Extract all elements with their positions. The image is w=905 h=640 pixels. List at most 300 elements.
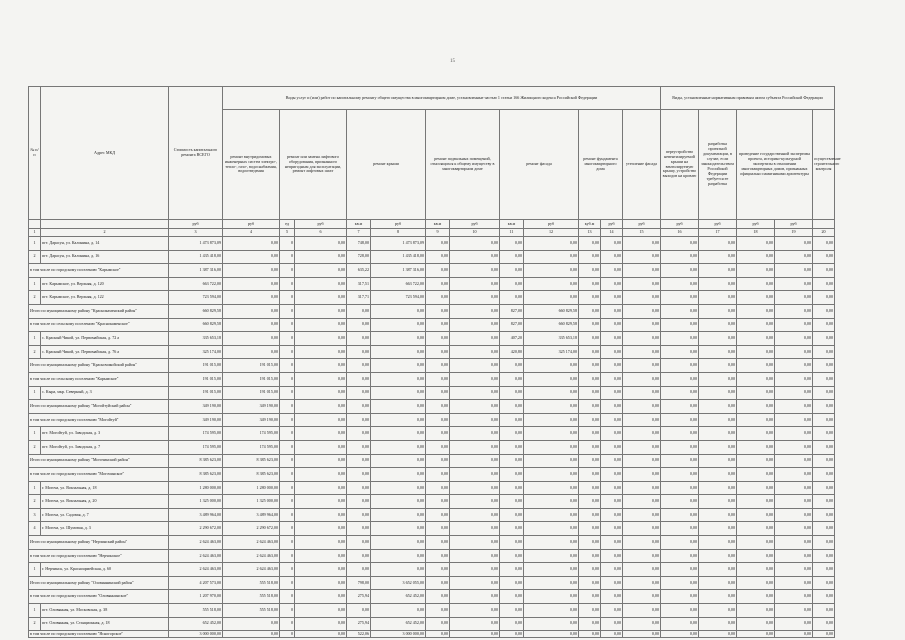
value-cell: 0,00	[661, 264, 699, 278]
value-cell: 0,00	[775, 332, 813, 346]
value-cell: 2 624 463,00	[169, 549, 223, 563]
value-cell: 827,00	[500, 318, 524, 332]
row-index: 1	[29, 481, 41, 495]
value-cell: 349 190,00	[169, 400, 223, 414]
value-cell: 0,00	[601, 237, 623, 251]
value-cell: 0,00	[524, 468, 579, 482]
value-cell: 0,00	[579, 576, 601, 590]
value-cell: 0,00	[579, 250, 601, 264]
house-address: г. Могоча, ул. Садовая, д. 7	[41, 508, 169, 522]
value-cell: 1 280 000,00	[169, 481, 223, 495]
value-cell: 0,00	[500, 440, 524, 454]
value-cell: 0,00	[813, 604, 835, 618]
value-cell: 0,00	[524, 536, 579, 550]
value-cell: 798,00	[347, 576, 371, 590]
column-number: 15	[623, 229, 661, 237]
value-cell: 0,00	[813, 304, 835, 318]
value-cell: 0,00	[737, 332, 775, 346]
value-cell: 0,00	[450, 250, 500, 264]
value-cell: 0,00	[813, 372, 835, 386]
value-cell: 0,00	[450, 590, 500, 604]
value-cell: 0	[280, 440, 295, 454]
value-cell: 660 829,58	[524, 318, 579, 332]
value-cell: 317,51	[347, 277, 371, 291]
value-cell: 555 518,00	[223, 590, 280, 604]
value-cell: 0	[280, 413, 295, 427]
value-cell: 0,00	[737, 264, 775, 278]
value-cell: 0,00	[601, 277, 623, 291]
value-cell: 0,00	[295, 277, 347, 291]
value-cell: 0,00	[450, 617, 500, 631]
value-cell: 174 595,00	[223, 427, 280, 441]
value-cell: 0,00	[295, 454, 347, 468]
value-cell: 0,00	[601, 359, 623, 373]
value-cell: 1 325 000,00	[169, 495, 223, 509]
column-number: 8	[371, 229, 426, 237]
value-cell: 0,00	[579, 604, 601, 618]
value-cell: 2 624 463,00	[169, 536, 223, 550]
value-cell: 0,00	[295, 386, 347, 400]
value-cell: 0,00	[775, 345, 813, 359]
value-cell: 0,00	[623, 536, 661, 550]
value-cell: 0,00	[426, 481, 450, 495]
value-cell: 0,00	[426, 304, 450, 318]
value-cell: 0,00	[426, 508, 450, 522]
value-cell: 0,00	[699, 277, 737, 291]
unit-cell: руб	[623, 220, 661, 229]
value-cell: 0,00	[347, 454, 371, 468]
value-cell: 0,00	[699, 631, 737, 638]
value-cell: 0,00	[699, 549, 737, 563]
value-cell: 0,00	[775, 372, 813, 386]
value-cell: 0,00	[737, 604, 775, 618]
column-number: 12	[524, 229, 579, 237]
value-cell: 0,00	[426, 291, 450, 305]
value-cell: 0,00	[661, 549, 699, 563]
value-cell: 0,00	[347, 604, 371, 618]
value-cell: 0,00	[775, 454, 813, 468]
value-cell: 0	[280, 386, 295, 400]
value-cell: 0,00	[601, 604, 623, 618]
value-cell: 652 452,00	[371, 617, 426, 631]
value-cell: 0,00	[524, 250, 579, 264]
value-cell: 663 722,00	[371, 277, 426, 291]
value-cell: 0,00	[524, 427, 579, 441]
value-cell: 0,00	[450, 264, 500, 278]
value-cell: 0,00	[524, 291, 579, 305]
value-cell: 8 385 623,00	[169, 468, 223, 482]
value-cell: 0,00	[450, 454, 500, 468]
value-cell: 0,00	[524, 359, 579, 373]
value-cell: 325 174,00	[524, 345, 579, 359]
row-index: 1	[29, 332, 41, 346]
column-number: 16	[661, 229, 699, 237]
table-row	[29, 481, 835, 495]
value-cell: 0	[280, 563, 295, 577]
header-construction-control: осуществление строительного контроля	[813, 110, 835, 220]
value-cell: 0,00	[699, 440, 737, 454]
value-cell: 0,00	[500, 250, 524, 264]
value-cell: 0,00	[500, 277, 524, 291]
value-cell: 0,00	[813, 250, 835, 264]
value-cell: 0,00	[737, 617, 775, 631]
value-cell: 3 652 055,00	[371, 576, 426, 590]
value-cell: 0,00	[579, 536, 601, 550]
value-cell: 0,00	[223, 345, 280, 359]
house-address: г. Нерчинск, ул. Красноармейская, д. 60	[41, 563, 169, 577]
document-sheet	[28, 86, 841, 638]
value-cell: 0,00	[500, 237, 524, 251]
value-cell: 0,00	[371, 332, 426, 346]
table-row	[29, 604, 835, 618]
value-cell: 0,00	[500, 576, 524, 590]
value-cell: 0,00	[601, 318, 623, 332]
value-cell: 0,00	[601, 468, 623, 482]
value-cell: 0,00	[775, 536, 813, 550]
value-cell: 1 435 418,00	[371, 250, 426, 264]
value-cell: 0,00	[579, 427, 601, 441]
header-state-expertise: проведение государственной экспертизы проекта, историко-культурной экспертизы в отношении многоквартирных домов, признанных официально памятниками архитектуры	[737, 110, 813, 220]
value-cell: 660 829,58	[524, 304, 579, 318]
value-cell: 0,00	[661, 590, 699, 604]
summary-row	[29, 413, 835, 427]
value-cell: 0,00	[699, 386, 737, 400]
value-cell: 0	[280, 372, 295, 386]
value-cell: 0,00	[426, 440, 450, 454]
value-cell: 335 653,18	[169, 332, 223, 346]
value-cell: 0,00	[623, 617, 661, 631]
value-cell: 0,00	[295, 400, 347, 414]
house-address: с. Красный Чикой, ул. Первомайская, д. 72 а	[41, 332, 169, 346]
value-cell: 0,00	[426, 400, 450, 414]
value-cell: 555 518,00	[169, 604, 223, 618]
value-cell: 723 594,00	[169, 291, 223, 305]
value-cell: 420,80	[500, 345, 524, 359]
value-cell: 0,00	[813, 590, 835, 604]
value-cell: 191 015,00	[223, 372, 280, 386]
value-cell: 0,00	[295, 291, 347, 305]
value-cell: 663 722,00	[169, 277, 223, 291]
value-cell: 0,00	[223, 617, 280, 631]
value-cell: 0,00	[524, 563, 579, 577]
value-cell: 0,00	[623, 563, 661, 577]
value-cell: 0,00	[813, 237, 835, 251]
capital-repair-table	[28, 86, 841, 638]
value-cell: 0,00	[737, 508, 775, 522]
table-row	[29, 250, 835, 264]
value-cell: 0,00	[623, 549, 661, 563]
value-cell: 0,00	[813, 277, 835, 291]
row-index: 1	[29, 386, 41, 400]
table-row	[29, 508, 835, 522]
value-cell: 0,00	[500, 604, 524, 618]
table-row	[29, 617, 835, 631]
value-cell: 0,00	[699, 318, 737, 332]
value-cell: 0,00	[426, 617, 450, 631]
value-cell: 0,00	[737, 359, 775, 373]
unit-cell: руб	[524, 220, 579, 229]
column-number: 9	[426, 229, 450, 237]
value-cell: 0,00	[775, 576, 813, 590]
value-cell: 349 190,00	[169, 413, 223, 427]
value-cell: 1 387 316,00	[371, 264, 426, 278]
value-cell: 0,00	[500, 536, 524, 550]
value-cell: 0,00	[524, 495, 579, 509]
unit-cell: руб	[169, 220, 223, 229]
value-cell: 0,00	[775, 495, 813, 509]
value-cell: 0,00	[623, 576, 661, 590]
value-cell: 191 015,00	[169, 372, 223, 386]
value-cell: 0,00	[426, 576, 450, 590]
value-cell: 0,00	[426, 359, 450, 373]
value-cell: 0,00	[601, 413, 623, 427]
header-project-docs: разработка проектной документации, в случае, если законодательством Российской Федерации требуется ее разработка	[699, 110, 737, 220]
unit-cell: кв.м	[347, 220, 371, 229]
value-cell: 0,00	[737, 495, 775, 509]
value-cell: 0,00	[524, 576, 579, 590]
value-cell: 0,00	[450, 495, 500, 509]
value-cell: 0,00	[813, 332, 835, 346]
value-cell: 0,00	[775, 277, 813, 291]
summary-row	[29, 549, 835, 563]
value-cell: 0,00	[775, 508, 813, 522]
value-cell: 0,00	[699, 576, 737, 590]
value-cell: 0,00	[524, 386, 579, 400]
row-index: 2	[29, 291, 41, 305]
value-cell: 0,00	[623, 318, 661, 332]
value-cell: 0,00	[450, 427, 500, 441]
value-cell: 0,00	[450, 440, 500, 454]
value-cell: 0,00	[295, 237, 347, 251]
value-cell: 0,00	[371, 413, 426, 427]
value-cell: 0,00	[371, 359, 426, 373]
value-cell: 0,00	[450, 413, 500, 427]
value-cell: 0,00	[426, 386, 450, 400]
header-cost-total: Стоимость капитального ремонта ВСЕГО	[169, 87, 223, 220]
value-cell: 0,00	[737, 345, 775, 359]
value-cell: 0,00	[450, 359, 500, 373]
value-cell: 0,00	[579, 237, 601, 251]
value-cell: 0,00	[579, 413, 601, 427]
value-cell: 0,00	[623, 468, 661, 482]
value-cell: 0,00	[524, 631, 579, 638]
value-cell: 0,00	[450, 372, 500, 386]
value-cell: 0,00	[661, 604, 699, 618]
value-cell: 0,00	[623, 237, 661, 251]
value-cell: 0,00	[500, 400, 524, 414]
value-cell: 0,00	[601, 345, 623, 359]
value-cell: 0,00	[371, 318, 426, 332]
value-cell: 0,00	[295, 427, 347, 441]
summary-label: Итого по муниципальному району "Краснокаменский район"	[29, 304, 169, 318]
value-cell: 0,00	[295, 536, 347, 550]
value-cell: 0,00	[623, 604, 661, 618]
row-index: 1	[29, 237, 41, 251]
value-cell: 0,00	[601, 481, 623, 495]
value-cell: 2 290 672,00	[223, 522, 280, 536]
value-cell: 0,00	[699, 590, 737, 604]
value-cell: 0,00	[737, 400, 775, 414]
value-cell: 0,00	[601, 617, 623, 631]
value-cell: 349 190,00	[223, 400, 280, 414]
value-cell: 0,00	[500, 563, 524, 577]
value-cell: 0,00	[295, 495, 347, 509]
value-cell: 0,00	[295, 332, 347, 346]
value-cell: 1 435 418,00	[169, 250, 223, 264]
value-cell: 0,00	[223, 250, 280, 264]
value-cell: 0,00	[601, 400, 623, 414]
value-cell: 191 015,00	[169, 386, 223, 400]
unit-cell: руб	[737, 220, 775, 229]
value-cell: 0,00	[371, 427, 426, 441]
row-index: 3	[29, 508, 41, 522]
value-cell: 0,00	[426, 549, 450, 563]
value-cell: 0,00	[623, 332, 661, 346]
column-number: 7	[347, 229, 371, 237]
summary-label: Итого по муниципальному району "Нерчинский район"	[29, 536, 169, 550]
value-cell: 0,00	[623, 386, 661, 400]
value-cell: 0,00	[450, 508, 500, 522]
value-cell: 0,00	[579, 590, 601, 604]
value-cell: 3 000 000,00	[371, 631, 426, 638]
value-cell: 0,00	[623, 250, 661, 264]
value-cell: 0,00	[524, 617, 579, 631]
value-cell: 0,00	[661, 468, 699, 482]
value-cell: 0,00	[524, 549, 579, 563]
summary-label: в том числе по городскому поселению "Нерчинское"	[29, 549, 169, 563]
value-cell: 0,00	[699, 345, 737, 359]
house-address: пгт. Оловянная, ул. Московская, д. 38	[41, 604, 169, 618]
value-cell: 0,00	[775, 604, 813, 618]
column-number: 1	[29, 229, 41, 237]
value-cell: 0,00	[426, 318, 450, 332]
value-cell: 0,00	[524, 413, 579, 427]
value-cell: 0,00	[737, 386, 775, 400]
value-cell: 0,00	[579, 264, 601, 278]
value-cell: 0,00	[500, 481, 524, 495]
value-cell: 0,00	[775, 359, 813, 373]
value-cell: 0,00	[813, 440, 835, 454]
value-cell: 0,00	[579, 291, 601, 305]
summary-row	[29, 631, 835, 638]
value-cell: 0,00	[223, 291, 280, 305]
value-cell: 407,20	[500, 332, 524, 346]
value-cell: 0	[280, 427, 295, 441]
value-cell: 0,00	[347, 440, 371, 454]
value-cell: 0,00	[699, 481, 737, 495]
value-cell: 0,00	[737, 237, 775, 251]
header-roof-conversion: переустройство невентилируемой крыши на вентилируемую крышу, устройство выходов на кровлю	[661, 110, 699, 220]
value-cell: 191 015,00	[223, 386, 280, 400]
column-number: 18	[737, 229, 775, 237]
value-cell: 0	[280, 291, 295, 305]
value-cell: 0,00	[775, 481, 813, 495]
column-number: 3	[169, 229, 223, 237]
summary-row	[29, 400, 835, 414]
value-cell: 748,00	[347, 237, 371, 251]
value-cell: 0,00	[699, 359, 737, 373]
value-cell: 2 290 672,00	[169, 522, 223, 536]
value-cell: 0,00	[813, 400, 835, 414]
row-index: 4	[29, 522, 41, 536]
value-cell: 0,00	[524, 522, 579, 536]
value-cell: 0,00	[813, 386, 835, 400]
value-cell: 0,00	[371, 549, 426, 563]
value-cell: 0,00	[813, 413, 835, 427]
value-cell: 0,00	[371, 345, 426, 359]
value-cell: 0,00	[775, 631, 813, 638]
value-cell: 0,00	[524, 481, 579, 495]
value-cell: 0,00	[524, 237, 579, 251]
value-cell: 0,00	[426, 372, 450, 386]
value-cell: 0,00	[500, 359, 524, 373]
value-cell: 0,00	[223, 264, 280, 278]
value-cell: 0,00	[623, 372, 661, 386]
value-cell: 0,00	[737, 413, 775, 427]
value-cell: 0,00	[579, 386, 601, 400]
value-cell: 0,00	[347, 536, 371, 550]
value-cell: 0,00	[500, 264, 524, 278]
column-number: 4	[223, 229, 280, 237]
value-cell: 0,00	[426, 454, 450, 468]
value-cell: 0,00	[813, 549, 835, 563]
value-cell: 0,00	[699, 372, 737, 386]
value-cell: 0,00	[661, 631, 699, 638]
value-cell: 0,00	[347, 332, 371, 346]
value-cell: 0,00	[775, 291, 813, 305]
value-cell: 0	[280, 277, 295, 291]
value-cell: 0,00	[601, 576, 623, 590]
value-cell: 0,00	[223, 318, 280, 332]
value-cell: 827,00	[500, 304, 524, 318]
value-cell: 0,00	[347, 413, 371, 427]
row-index: 2	[29, 495, 41, 509]
value-cell: 0,00	[601, 386, 623, 400]
value-cell: 0,00	[623, 359, 661, 373]
value-cell: 0,00	[661, 386, 699, 400]
value-cell: 0,00	[601, 563, 623, 577]
value-cell: 335 653,18	[524, 332, 579, 346]
value-cell: 0,00	[579, 563, 601, 577]
value-cell: 0,00	[450, 604, 500, 618]
column-number: 6	[295, 229, 347, 237]
value-cell: 0,00	[699, 563, 737, 577]
value-cell: 174 595,00	[169, 440, 223, 454]
value-cell: 2 624 463,00	[223, 549, 280, 563]
value-cell: 0,00	[579, 617, 601, 631]
column-number: 20	[813, 229, 835, 237]
value-cell: 0,00	[661, 250, 699, 264]
value-cell: 0,00	[579, 468, 601, 482]
value-cell: 0,00	[450, 549, 500, 563]
value-cell: 0,00	[737, 304, 775, 318]
page-number: 15	[450, 59, 455, 64]
value-cell: 0,00	[775, 590, 813, 604]
value-cell: 0	[280, 400, 295, 414]
value-cell: 0,00	[699, 522, 737, 536]
value-cell: 0,00	[295, 345, 347, 359]
value-cell: 0,00	[426, 345, 450, 359]
value-cell: 325 174,00	[169, 345, 223, 359]
value-cell: 0,00	[661, 522, 699, 536]
value-cell: 0,00	[426, 495, 450, 509]
value-cell: 0,00	[775, 468, 813, 482]
summary-label: в том числе по сельскому поселению "Краснокаменское"	[29, 318, 169, 332]
value-cell: 0,00	[623, 400, 661, 414]
value-cell: 0,00	[661, 237, 699, 251]
row-index: 1	[29, 604, 41, 618]
house-address: пгт. Оловянная, ул. Станционная, д. 18	[41, 617, 169, 631]
